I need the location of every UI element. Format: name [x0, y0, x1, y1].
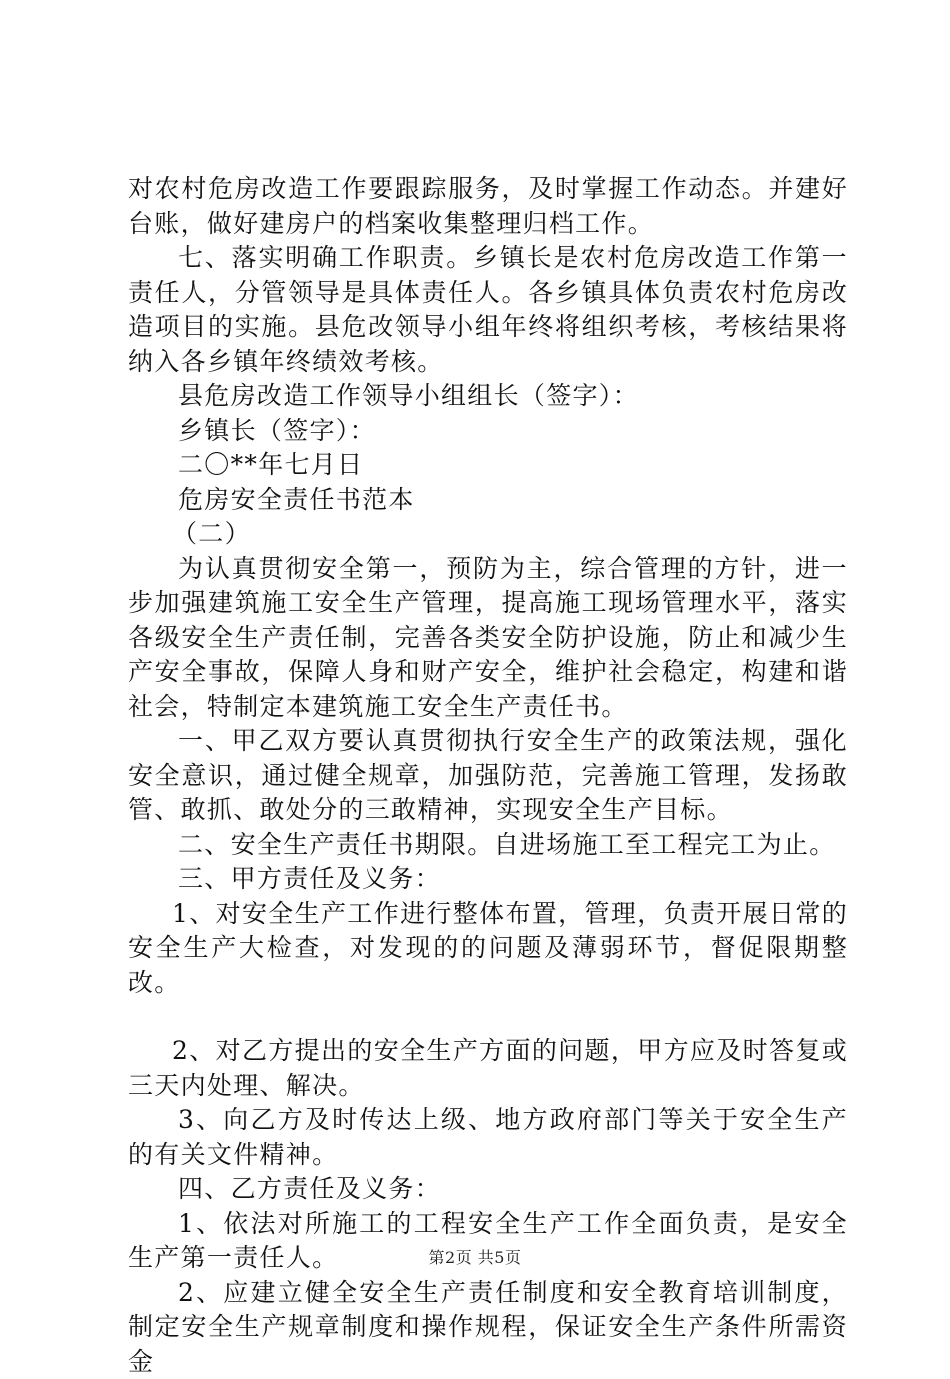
page-number-label: 第2页 共5页	[429, 1248, 522, 1267]
party-a-duty-3: 3、向乙方及时传达上级、地方政府部门等关于安全生产的有关文件精神。	[128, 1103, 848, 1172]
party-a-duty-1: 1、对安全生产工作进行整体布置，管理，负责开展日常的安全生产大检查，对发现的的问题及薄弱环节，督促限期整改。	[128, 897, 848, 1001]
party-a-duty-2: 2、对乙方提出的安全生产方面的问题，甲方应及时答复或三天内处理、解决。	[128, 1034, 848, 1103]
party-b-duty-2: 2、应建立健全安全生产责任制度和安全教育培训制度，制定安全生产规章制度和操作规程，保证安全生产条件所需资金	[128, 1276, 848, 1379]
paragraph-item-two: 二、安全生产责任书期限。自进场施工至工程完工为止。	[128, 828, 848, 863]
heading-party-a-duties: 三、甲方责任及义务：	[128, 862, 848, 897]
paragraph-followup-service: 对农村危房改造工作要跟踪服务，及时掌握工作动态。并建好台账，做好建房户的档案收集整理归档工作。	[128, 172, 848, 241]
paragraph-gap	[128, 1000, 848, 1034]
page-footer	[0, 1245, 950, 1268]
party-b-duty-1: 1、依法对所施工的工程安全生产工作全面负责，是安全生产第一责任人。	[128, 1207, 848, 1276]
signature-line-county-leader: 县危房改造工作领导小组组长（签字）：	[128, 379, 848, 414]
document-title: 危房安全责任书范本	[128, 483, 848, 518]
paragraph-item-one: 一、甲乙双方要认真贯彻执行安全生产的政策法规，强化安全意识，通过健全规章，加强防范，完善施工管理，发扬敢管、敢抓、敢处分的三敢精神，实现安全生产目标。	[128, 724, 848, 828]
date-line: 二〇**年七月日	[128, 448, 848, 483]
paragraph-purpose: 为认真贯彻安全第一，预防为主，综合管理的方针，进一步加强建筑施工安全生产管理，提高施工现场管理水平，落实各级安全生产责任制，完善各类安全防护设施，防止和减少生产安全事故，保障人身和财产安全，维护社会稳定，构建和谐社会，特制定本建筑施工安全生产责任书。	[128, 552, 848, 725]
signature-line-township-head: 乡镇长（签字）：	[128, 414, 848, 449]
heading-party-b-duties: 四、乙方责任及义务：	[128, 1172, 848, 1207]
paragraph-section-seven: 七、落实明确工作职责。乡镇长是农村危房改造工作第一责任人，分管领导是具体责任人。各乡镇具体负责农村危房改造项目的实施。县危改领导小组年终将组织考核，考核结果将纳入各乡镇年终绩效考核。	[128, 241, 848, 379]
document-subtitle: （二）	[128, 517, 848, 552]
document-body	[128, 172, 848, 1379]
